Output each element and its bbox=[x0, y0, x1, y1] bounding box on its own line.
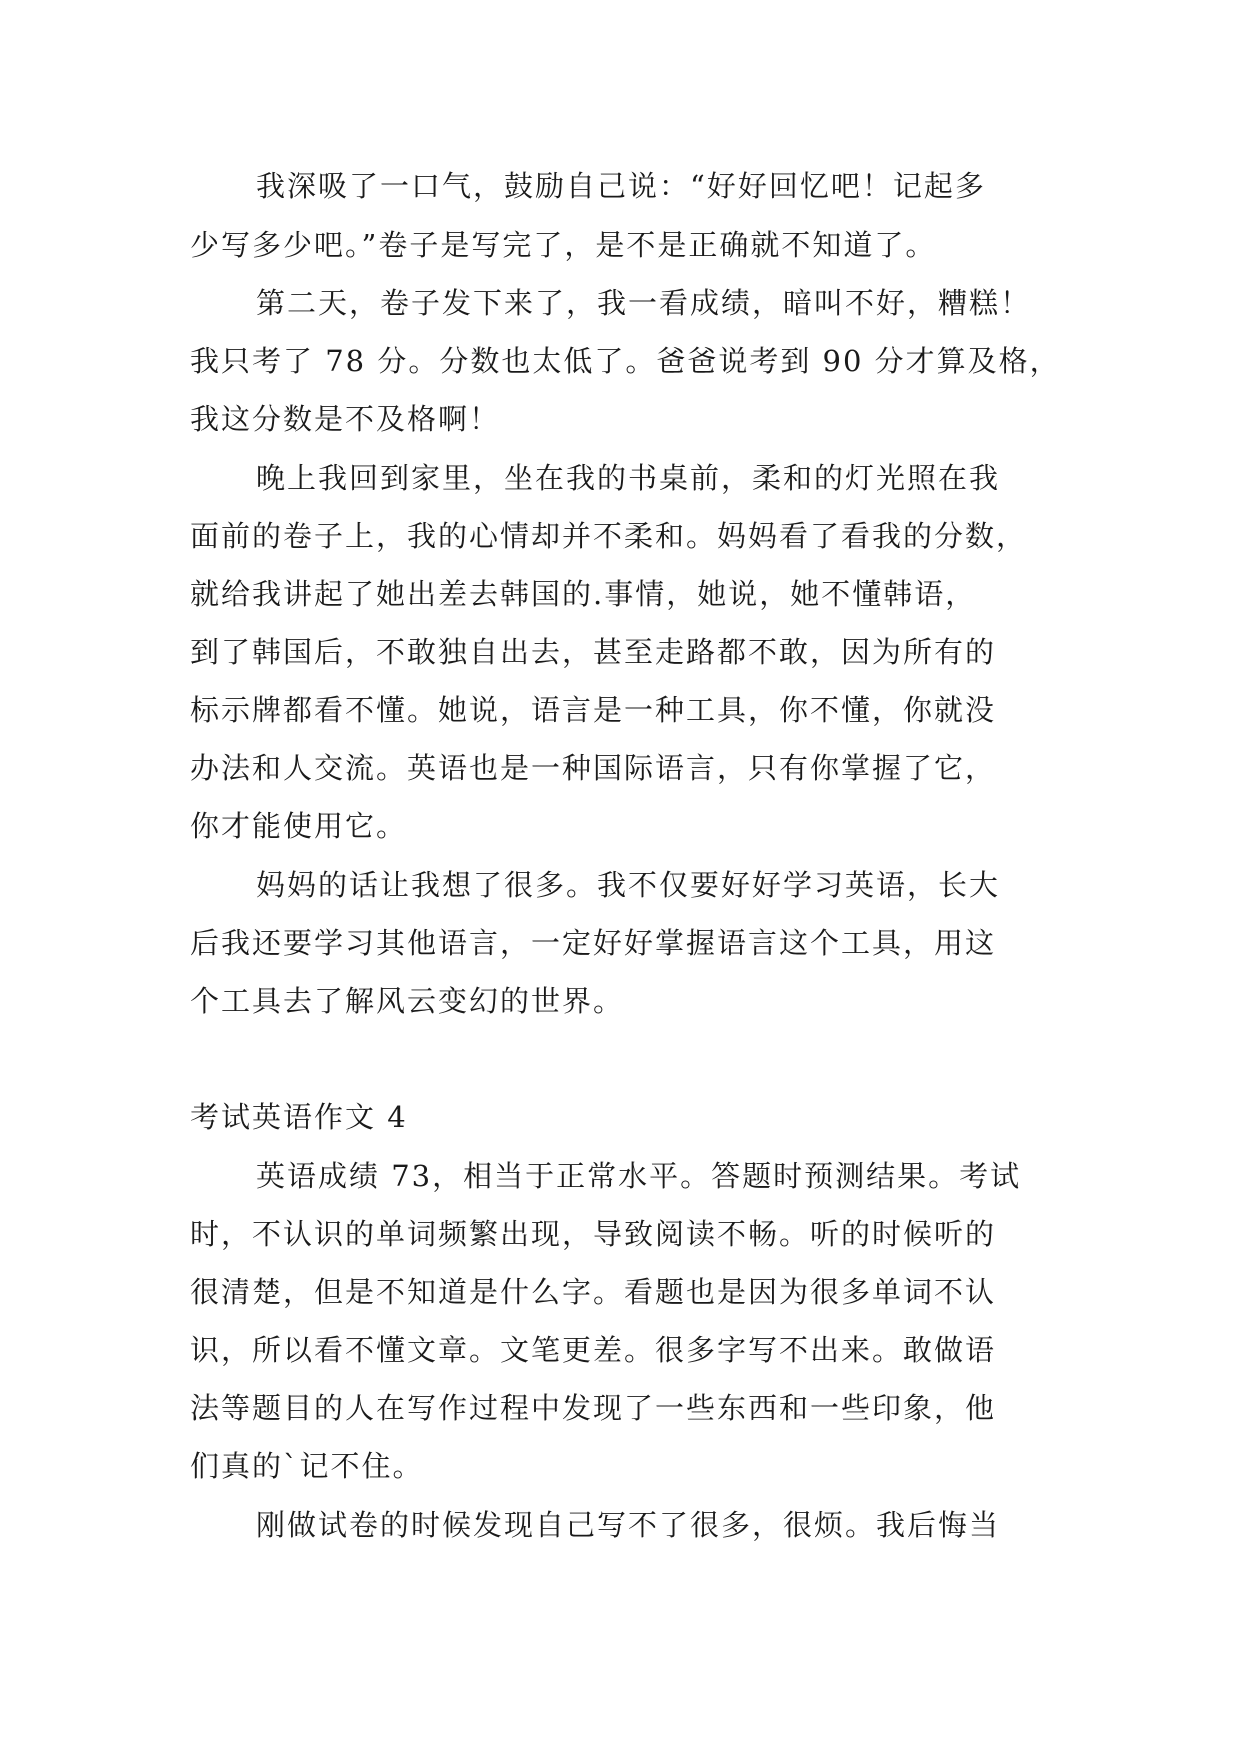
paragraph-line: 晚上我回到家里，坐在我的书桌前，柔和的灯光照在我 bbox=[256, 461, 1001, 495]
paragraph-line: 我这分数是不及格啊！ bbox=[190, 402, 501, 436]
paragraph-line: 很清楚，但是不知道是什么字。看题也是因为很多单词不认 bbox=[190, 1275, 997, 1309]
paragraph-line: 个工具去了解风云变幻的世界。 bbox=[190, 984, 625, 1018]
paragraph-line: 后我还要学习其他语言，一定好好掌握语言这个工具，用这 bbox=[190, 926, 997, 960]
paragraph-line: 英语成绩 73，相当于正常水平。答题时预测结果。考试 bbox=[256, 1159, 1022, 1193]
paragraph-line: 妈妈的话让我想了很多。我不仅要好好学习英语，长大 bbox=[256, 868, 1001, 902]
paragraph-line: 第二天，卷子发下来了，我一看成绩，暗叫不好，糟糕！ bbox=[256, 286, 1032, 320]
paragraph-line: 们真的`记不住。 bbox=[190, 1449, 424, 1483]
paragraph-line: 到了韩国后，不敢独自出去，甚至走路都不敢，因为所有的 bbox=[190, 635, 997, 669]
paragraph-line: 刚做试卷的时候发现自己写不了很多，很烦。我后悔当 bbox=[256, 1508, 1001, 1542]
paragraph-line: 办法和人交流。英语也是一种国际语言，只有你掌握了它， bbox=[190, 751, 997, 785]
paragraph-line: 我只考了 78 分。分数也太低了。爸爸说考到 90 分才算及格， bbox=[190, 344, 1061, 378]
paragraph-line: 少写多少吧。”卷子是写完了，是不是正确就不知道了。 bbox=[190, 228, 937, 262]
paragraph-line: 法等题目的人在写作过程中发现了一些东西和一些印象，他 bbox=[190, 1391, 997, 1425]
paragraph-line: 就给我讲起了她出差去韩国的.事情，她说，她不懂韩语， bbox=[190, 577, 977, 611]
paragraph-line: 我深吸了一口气，鼓励自己说：“好好回忆吧！记起多 bbox=[256, 169, 986, 203]
paragraph-line: 时，不认识的单词频繁出现，导致阅读不畅。听的时候听的 bbox=[190, 1217, 997, 1251]
paragraph-line: 你才能使用它。 bbox=[190, 809, 408, 843]
paragraph-line: 识，所以看不懂文章。文笔更差。很多字写不出来。敢做语 bbox=[190, 1333, 997, 1367]
paragraph-line: 标示牌都看不懂。她说，语言是一种工具，你不懂，你就没 bbox=[190, 693, 997, 727]
paragraph-line: 面前的卷子上，我的心情却并不柔和。妈妈看了看我的分数， bbox=[190, 519, 1028, 553]
section-heading: 考试英语作文 4 bbox=[190, 1100, 408, 1134]
